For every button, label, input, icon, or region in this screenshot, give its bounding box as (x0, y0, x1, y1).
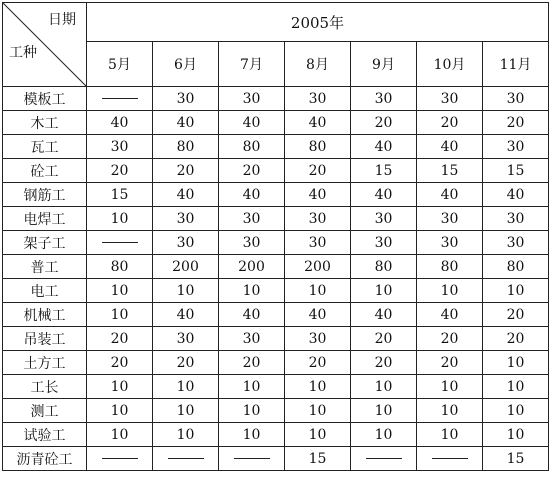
worker-count-cell: 10 (87, 279, 153, 303)
empty-value-cell (219, 447, 285, 471)
worker-count-cell: 40 (285, 183, 351, 207)
worker-count-cell: 10 (351, 279, 417, 303)
worker-count-cell: 30 (483, 135, 549, 159)
worker-count-cell: 20 (351, 111, 417, 135)
worker-count-cell: 15 (417, 159, 483, 183)
table-row (3, 183, 549, 207)
worker-count-cell: 80 (87, 255, 153, 279)
worker-count-cell: 20 (153, 159, 219, 183)
worker-count-cell: 10 (87, 375, 153, 399)
trade-name-cell: 木工 (3, 111, 87, 135)
worker-count-cell: 30 (417, 207, 483, 231)
worker-count-cell: 10 (285, 423, 351, 447)
empty-value-cell (87, 231, 153, 255)
worker-count-cell: 10 (87, 423, 153, 447)
month-header: 7月 (219, 42, 285, 87)
worker-count-cell: 20 (417, 327, 483, 351)
worker-count-cell: 30 (285, 231, 351, 255)
worker-count-cell: 20 (87, 327, 153, 351)
table-row (3, 375, 549, 399)
table-row (3, 327, 549, 351)
worker-count-cell: 20 (219, 159, 285, 183)
worker-count-cell: 40 (417, 303, 483, 327)
month-header: 11月 (483, 42, 549, 87)
worker-count-cell: 10 (351, 423, 417, 447)
month-header: 9月 (351, 42, 417, 87)
worker-count-cell: 30 (153, 207, 219, 231)
empty-value-cell (351, 447, 417, 471)
table-row (3, 303, 549, 327)
worker-count-cell: 40 (285, 303, 351, 327)
worker-count-cell: 10 (153, 375, 219, 399)
worker-count-cell: 10 (483, 279, 549, 303)
worker-count-cell: 10 (483, 351, 549, 375)
empty-value-cell (153, 447, 219, 471)
worker-count-cell: 80 (417, 255, 483, 279)
dash-mark (366, 458, 402, 459)
empty-value-cell (87, 87, 153, 111)
worker-count-cell: 30 (153, 87, 219, 111)
empty-value-cell (417, 447, 483, 471)
trade-name-cell: 电焊工 (3, 207, 87, 231)
worker-count-cell: 20 (153, 351, 219, 375)
worker-count-cell: 200 (153, 255, 219, 279)
empty-value-cell (87, 447, 153, 471)
worker-count-cell: 30 (219, 87, 285, 111)
dash-mark (102, 458, 138, 459)
worker-count-cell: 80 (351, 255, 417, 279)
worker-count-cell: 20 (417, 111, 483, 135)
worker-count-cell: 15 (351, 159, 417, 183)
worker-count-cell: 10 (219, 423, 285, 447)
worker-count-cell: 10 (483, 375, 549, 399)
trade-name-cell: 机械工 (3, 303, 87, 327)
trade-name-cell: 沥青砼工 (3, 447, 87, 471)
worker-count-cell: 80 (483, 255, 549, 279)
worker-count-cell: 40 (153, 111, 219, 135)
worker-count-cell: 30 (483, 207, 549, 231)
worker-count-cell: 30 (219, 231, 285, 255)
worker-count-cell: 20 (87, 159, 153, 183)
trade-name-cell: 土方工 (3, 351, 87, 375)
trade-name-cell: 测工 (3, 399, 87, 423)
worker-count-cell: 30 (483, 87, 549, 111)
year-header: 2005年 (87, 3, 549, 42)
table-row (3, 447, 549, 471)
header-row-year (3, 3, 549, 42)
worker-count-cell: 20 (351, 327, 417, 351)
worker-count-cell: 30 (351, 87, 417, 111)
worker-count-cell: 30 (417, 231, 483, 255)
table-row (3, 399, 549, 423)
dash-mark (102, 242, 138, 243)
worker-count-cell: 10 (417, 399, 483, 423)
worker-count-cell: 80 (285, 135, 351, 159)
worker-count-cell: 10 (153, 279, 219, 303)
corner-header-cell (3, 3, 87, 87)
worker-count-cell: 40 (417, 135, 483, 159)
worker-count-cell: 30 (87, 135, 153, 159)
worker-count-cell: 30 (351, 207, 417, 231)
table-row (3, 351, 549, 375)
trade-name-cell: 钢筋工 (3, 183, 87, 207)
table-row (3, 111, 549, 135)
worker-count-cell: 30 (351, 231, 417, 255)
worker-count-cell: 30 (153, 231, 219, 255)
worker-count-cell: 40 (351, 183, 417, 207)
worker-count-cell: 10 (87, 207, 153, 231)
month-header: 8月 (285, 42, 351, 87)
worker-count-cell: 20 (87, 351, 153, 375)
worker-count-cell: 30 (483, 231, 549, 255)
worker-count-cell: 10 (285, 279, 351, 303)
worker-count-cell: 40 (219, 111, 285, 135)
dash-mark (102, 98, 138, 99)
worker-count-cell: 20 (219, 351, 285, 375)
worker-count-cell: 40 (285, 111, 351, 135)
worker-count-cell: 10 (87, 399, 153, 423)
worker-count-cell: 20 (351, 351, 417, 375)
labor-plan-table-container (2, 2, 548, 471)
worker-count-cell: 40 (351, 135, 417, 159)
worker-count-cell: 15 (87, 183, 153, 207)
worker-count-cell: 20 (483, 303, 549, 327)
worker-count-cell: 10 (219, 375, 285, 399)
dash-mark (432, 458, 468, 459)
trade-name-cell: 吊装工 (3, 327, 87, 351)
worker-count-cell: 30 (153, 327, 219, 351)
worker-count-cell: 10 (483, 399, 549, 423)
worker-count-cell: 200 (219, 255, 285, 279)
dash-mark (168, 458, 204, 459)
trade-name-cell: 试验工 (3, 423, 87, 447)
worker-count-cell: 30 (285, 327, 351, 351)
table-row (3, 423, 549, 447)
table-row (3, 207, 549, 231)
worker-count-cell: 10 (483, 423, 549, 447)
worker-count-cell: 10 (87, 303, 153, 327)
worker-count-cell: 40 (483, 183, 549, 207)
worker-count-cell: 40 (351, 303, 417, 327)
table-row (3, 135, 549, 159)
table-body (3, 87, 549, 471)
worker-count-cell: 10 (417, 279, 483, 303)
worker-count-cell: 20 (483, 327, 549, 351)
worker-count-cell: 10 (219, 399, 285, 423)
trade-name-cell: 工长 (3, 375, 87, 399)
worker-count-cell: 40 (219, 183, 285, 207)
month-header: 6月 (153, 42, 219, 87)
worker-count-cell: 80 (219, 135, 285, 159)
worker-count-cell: 20 (285, 159, 351, 183)
worker-count-cell: 30 (219, 327, 285, 351)
worker-count-cell: 30 (285, 87, 351, 111)
worker-count-cell: 40 (219, 303, 285, 327)
worker-count-cell: 20 (483, 111, 549, 135)
worker-count-cell: 40 (417, 183, 483, 207)
trade-name-cell: 瓦工 (3, 135, 87, 159)
worker-count-cell: 15 (483, 447, 549, 471)
worker-count-cell: 40 (87, 111, 153, 135)
worker-count-cell: 40 (153, 303, 219, 327)
month-header: 10月 (417, 42, 483, 87)
worker-count-cell: 30 (219, 207, 285, 231)
worker-count-cell: 10 (351, 375, 417, 399)
worker-count-cell: 10 (417, 375, 483, 399)
worker-count-cell: 200 (285, 255, 351, 279)
worker-count-cell: 10 (417, 423, 483, 447)
worker-count-cell: 10 (219, 279, 285, 303)
table-row (3, 87, 549, 111)
worker-count-cell: 30 (417, 87, 483, 111)
worker-count-cell: 10 (153, 399, 219, 423)
worker-count-cell: 10 (285, 375, 351, 399)
worker-count-cell: 15 (285, 447, 351, 471)
trade-name-cell: 普工 (3, 255, 87, 279)
worker-count-cell: 20 (417, 351, 483, 375)
worker-count-cell: 40 (153, 183, 219, 207)
worker-count-cell: 10 (351, 399, 417, 423)
corner-date-label: 日期 (48, 12, 76, 28)
worker-count-cell: 10 (285, 399, 351, 423)
trade-name-cell: 电工 (3, 279, 87, 303)
dash-mark (234, 458, 270, 459)
table-row (3, 159, 549, 183)
worker-count-cell: 20 (285, 351, 351, 375)
worker-count-cell: 30 (285, 207, 351, 231)
corner-trade-label: 工种 (9, 45, 37, 61)
trade-name-cell: 砼工 (3, 159, 87, 183)
month-header: 5月 (87, 42, 153, 87)
trade-name-cell: 模板工 (3, 87, 87, 111)
worker-count-cell: 15 (483, 159, 549, 183)
worker-count-cell: 10 (153, 423, 219, 447)
table-row (3, 255, 549, 279)
table-row (3, 231, 549, 255)
trade-name-cell: 架子工 (3, 231, 87, 255)
worker-count-cell: 80 (153, 135, 219, 159)
table-row (3, 279, 549, 303)
labor-plan-table (2, 2, 549, 471)
